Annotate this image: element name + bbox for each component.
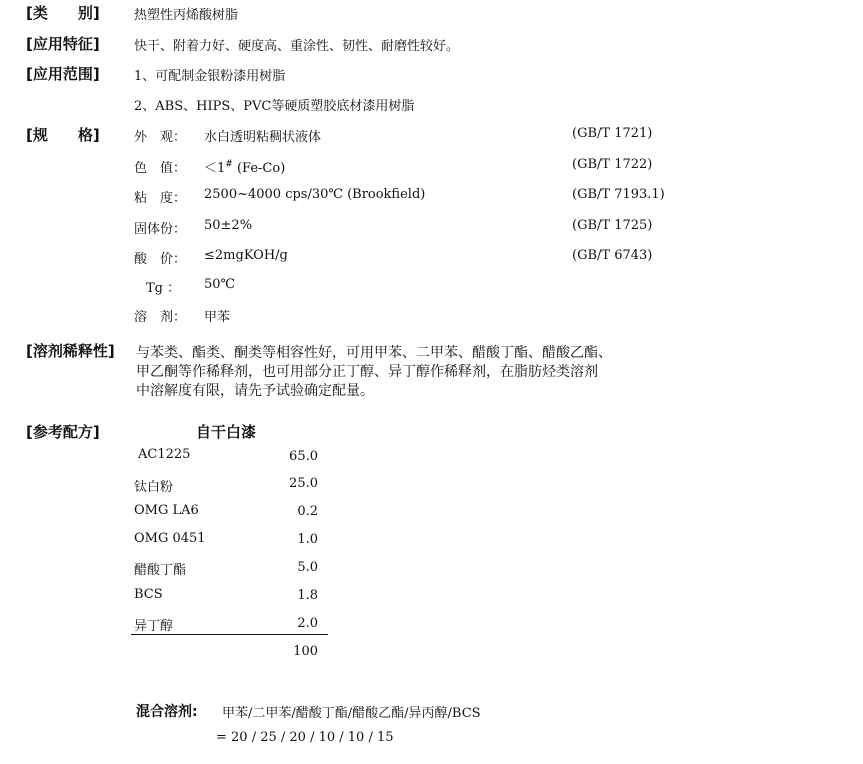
spec-value: 50±2% [204,218,253,233]
scope-label: [应用范围] [26,65,100,83]
solvent-dilution-line: 与苯类、酯类、酮类等相容性好，可用甲苯、二甲苯、醋酸丁酯、醋酸乙酯、 [136,345,612,361]
formula-item-amount: 5.0 [297,560,318,575]
spec-value: 水白透明粘稠状液体 [204,130,322,145]
features-label: [应用特征] [26,35,100,53]
formula-title: 自干白漆 [196,423,257,441]
spec-name: 酸 价： [134,252,187,267]
formula-item-amount: 0.2 [297,504,318,519]
spec-name: 粘 度： [134,191,187,206]
specs-label: [规 格] [26,126,100,144]
formula-item-name: OMG 0451 [134,531,206,546]
formula-total: 100 [293,644,318,659]
formula-item-name: 钛白粉 [134,480,174,495]
formula-item-amount: 1.8 [297,588,318,603]
formula-label: [参考配方] [26,423,100,441]
solvent-dilution-line: 中溶解度有限，请先予试验确定配量。 [136,383,374,399]
spec-name: 外 观： [134,130,187,145]
formula-item-name: AC1225 [138,447,191,462]
solvent-dilution-label: [溶剂稀释性] [26,342,115,360]
spec-name: 色 值： [134,161,187,176]
formula-item-amount: 25.0 [289,476,318,491]
formula-item-name: BCS [134,587,163,602]
spec-name: 固体份： [134,222,187,237]
mixed-solvent-label: 混合溶剂: [136,704,198,720]
spec-name: 溶 剂： [134,310,187,325]
scope-item: 2、ABS、HIPS、PVC等硬质塑胶底材漆用树脂 [134,99,415,114]
formula-item-amount: 65.0 [289,449,318,464]
formula-item-amount: 2.0 [297,616,318,631]
solvent-dilution-line: 甲乙酮等作稀释剂，也可用部分正丁醇、异丁醇作稀释剂，在脂肪烃类溶剂 [136,364,598,380]
features-value: 快干、附着力好、硬度高、重涂性、韧性、耐磨性较好。 [134,39,460,54]
formula-item-name: 异丁醇 [134,619,174,634]
spec-standard: (GB/T 1721) [572,126,653,141]
formula-item-name: 醋酸丁酯 [134,563,187,578]
formula-item-amount: 1.0 [297,532,318,547]
formula-item-name: OMG LA6 [134,503,199,518]
spec-standard: (GB/T 1725) [572,218,653,233]
spec-value: 2500~4000 cps/30℃ (Brookfield) [204,187,426,202]
spec-standard: (GB/T 1722) [572,157,653,172]
mixed-solvent-ratio: = 20 / 25 / 20 / 10 / 10 / 15 [216,730,394,745]
spec-value: ＜1# (Fe-Co) [204,159,286,176]
scope-item: 1、可配制金银粉漆用树脂 [134,69,286,84]
spec-value: ≤2mgKOH/g [204,248,288,263]
spec-standard: (GB/T 7193.1) [572,187,665,202]
mixed-solvent-components: 甲苯/二甲苯/醋酸丁酯/醋酸乙酯/异丙醇/BCS [222,706,481,721]
category-value: 热塑性丙烯酸树脂 [134,8,239,23]
spec-value: 50℃ [204,277,236,292]
spec-name: Tg ： [146,281,181,296]
spec-standard: (GB/T 6743) [572,248,653,263]
category-label: [类 别] [26,4,100,22]
total-divider [131,634,328,635]
spec-value: 甲苯 [204,310,231,325]
